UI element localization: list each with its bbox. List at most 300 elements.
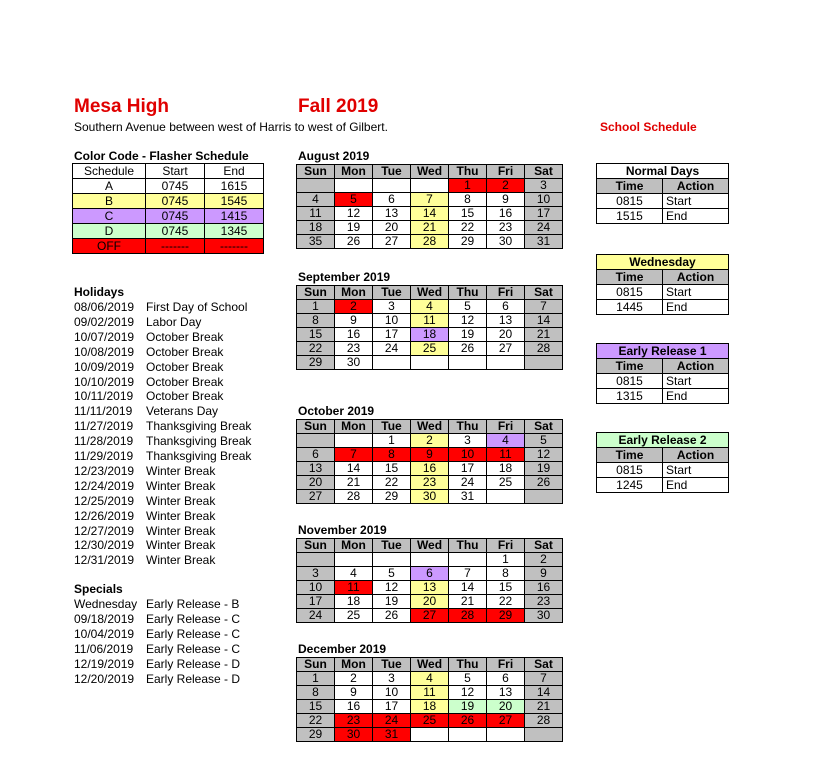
day-cell: 4	[411, 300, 449, 314]
day-header: Sun	[297, 420, 335, 434]
day-cell: 20	[373, 221, 411, 235]
schedule-title: Wednesday	[597, 255, 729, 270]
color-code-schedule: OFF	[73, 239, 146, 254]
color-code-start: 0745	[146, 194, 205, 209]
day-cell	[525, 356, 563, 370]
day-header: Fri	[487, 658, 525, 672]
schedule-header-row	[597, 448, 729, 463]
day-header: Thu	[449, 165, 487, 179]
month-title: October 2019	[298, 404, 375, 418]
item-name: Veterans Day	[146, 404, 219, 419]
day-cell: 11	[297, 207, 335, 221]
schedule-action: End	[663, 478, 729, 493]
day-cell: 16	[487, 207, 525, 221]
day-cell	[487, 728, 525, 742]
day-header: Sat	[525, 658, 563, 672]
day-cell: 25	[335, 609, 373, 623]
day-cell	[335, 553, 373, 567]
day-header: Sun	[297, 539, 335, 553]
day-cell	[373, 553, 411, 567]
schedule-action: End	[663, 389, 729, 404]
list-item	[74, 360, 223, 374]
day-cell	[449, 356, 487, 370]
day-cell: 17	[373, 700, 411, 714]
item-name: Early Release - C	[146, 611, 241, 626]
day-cell	[411, 356, 449, 370]
item-date: 11/28/2019	[74, 434, 134, 449]
day-cell: 3	[525, 179, 563, 193]
day-cell: 21	[525, 328, 563, 342]
day-cell: 3	[373, 300, 411, 314]
item-date: 11/29/2019	[74, 449, 134, 463]
schedule-action: Start	[663, 194, 729, 209]
day-cell: 26	[525, 476, 563, 490]
day-cell: 28	[449, 609, 487, 623]
day-cell: 5	[525, 434, 563, 448]
day-cell: 24	[373, 714, 411, 728]
day-cell: 10	[373, 686, 411, 700]
week-row	[297, 686, 563, 700]
day-cell	[487, 356, 525, 370]
day-cell: 28	[335, 490, 373, 504]
week-row	[297, 448, 563, 462]
day-header: Thu	[449, 286, 487, 300]
color-code-schedule: D	[73, 224, 146, 239]
week-row	[297, 609, 563, 623]
day-cell: 11	[487, 448, 525, 462]
color-code-row	[73, 179, 264, 194]
schedule-row	[597, 285, 729, 300]
item-name: October Break	[146, 389, 224, 404]
day-cell: 3	[297, 567, 335, 581]
day-cell: 3	[449, 434, 487, 448]
schedule-title-row	[597, 344, 729, 359]
day-cell	[373, 356, 411, 370]
day-cell: 23	[335, 714, 373, 728]
day-header: Sat	[525, 165, 563, 179]
item-date: 11/11/2019	[74, 404, 133, 419]
day-cell: 21	[335, 476, 373, 490]
day-cell: 17	[449, 462, 487, 476]
day-cell: 21	[449, 595, 487, 609]
day-cell: 1	[487, 553, 525, 567]
day-cell	[297, 434, 335, 448]
item-date: 12/27/2019	[74, 523, 135, 538]
item-name: Early Release - B	[146, 597, 240, 611]
day-header: Fri	[487, 286, 525, 300]
list-item	[74, 494, 215, 508]
day-cell: 29	[449, 235, 487, 249]
day-cell: 23	[335, 342, 373, 356]
schedule-action: Start	[663, 374, 729, 389]
item-date: 12/31/2019	[74, 553, 135, 568]
schedule-time: 1245	[597, 478, 663, 493]
day-cell: 29	[487, 609, 525, 623]
item-date: 10/08/2019	[74, 344, 135, 359]
schedule-row	[597, 194, 729, 209]
day-cell: 16	[335, 328, 373, 342]
item-name: October Break	[146, 359, 224, 374]
day-header-row	[297, 658, 563, 672]
list-item	[74, 345, 223, 359]
day-cell: 27	[297, 490, 335, 504]
day-cell: 2	[335, 300, 373, 314]
day-cell: 1	[297, 300, 335, 314]
day-cell: 2	[487, 179, 525, 193]
day-cell: 16	[411, 462, 449, 476]
list-item	[74, 464, 215, 478]
school-name: Mesa High	[74, 96, 170, 117]
day-cell	[487, 490, 525, 504]
week-row	[297, 207, 563, 221]
day-cell: 19	[525, 462, 563, 476]
day-cell: 7	[449, 567, 487, 581]
schedule-column-header: Action	[663, 359, 729, 374]
day-cell: 29	[297, 356, 335, 370]
item-name: October Break	[146, 344, 224, 359]
schedule-column-header: Action	[663, 448, 729, 463]
item-name: October Break	[146, 374, 224, 389]
schedule-column-header: Time	[597, 359, 663, 374]
month-calendar	[296, 419, 563, 504]
schedule-action: End	[663, 209, 729, 224]
week-row	[297, 728, 563, 742]
list-item	[74, 553, 215, 567]
list-item	[74, 479, 215, 493]
schedule-column-header: Time	[597, 270, 663, 285]
list-item	[74, 330, 223, 344]
day-cell: 26	[449, 714, 487, 728]
day-cell: 12	[525, 448, 563, 462]
day-header: Wed	[411, 539, 449, 553]
item-name: Thanksgiving Break	[146, 434, 252, 449]
color-code-table	[72, 163, 264, 254]
item-name: Winter Break	[146, 523, 216, 538]
schedule-action: Start	[663, 463, 729, 478]
day-cell: 28	[411, 235, 449, 249]
schedule-title: Normal Days	[597, 164, 729, 179]
item-date: 12/23/2019	[74, 463, 135, 478]
schedule-column-header: Action	[663, 179, 729, 194]
day-cell: 2	[525, 553, 563, 567]
month-title: August 2019	[298, 149, 370, 163]
day-cell: 10	[373, 314, 411, 328]
day-cell: 8	[487, 567, 525, 581]
day-header: Sat	[525, 420, 563, 434]
item-name: October Break	[146, 329, 224, 344]
week-row	[297, 553, 563, 567]
week-row	[297, 490, 563, 504]
schedule-title-row	[597, 255, 729, 270]
day-cell: 20	[411, 595, 449, 609]
item-name: Winter Break	[146, 538, 216, 553]
school-schedule-label: School Schedule	[600, 120, 697, 134]
schedule-time: 0815	[597, 194, 663, 209]
week-row	[297, 328, 563, 342]
day-cell: 4	[335, 567, 373, 581]
item-date: 12/20/2019	[74, 671, 135, 686]
day-cell	[411, 553, 449, 567]
day-cell: 4	[411, 672, 449, 686]
day-cell: 23	[411, 476, 449, 490]
day-cell: 14	[449, 581, 487, 595]
day-cell: 26	[373, 609, 411, 623]
list-item	[74, 642, 240, 656]
day-cell: 35	[297, 235, 335, 249]
day-cell: 10	[449, 448, 487, 462]
item-name: Winter Break	[146, 493, 216, 508]
item-date: Wednesday	[74, 597, 138, 611]
day-cell: 8	[297, 314, 335, 328]
day-header: Fri	[487, 539, 525, 553]
day-header: Mon	[335, 286, 373, 300]
day-cell: 13	[487, 686, 525, 700]
week-row	[297, 300, 563, 314]
day-cell: 18	[297, 221, 335, 235]
schedule-row	[597, 209, 729, 224]
day-cell: 12	[449, 314, 487, 328]
day-header: Wed	[411, 420, 449, 434]
list-item	[74, 434, 251, 448]
day-cell	[411, 728, 449, 742]
item-date: 12/30/2019	[74, 538, 135, 553]
schedule-row	[597, 463, 729, 478]
day-cell: 20	[487, 700, 525, 714]
day-cell: 18	[487, 462, 525, 476]
schedule-action: Start	[663, 285, 729, 300]
day-cell	[525, 728, 563, 742]
schedule-time: 0815	[597, 285, 663, 300]
item-name: Early Release - C	[146, 626, 241, 641]
day-cell	[335, 434, 373, 448]
day-cell: 13	[411, 581, 449, 595]
day-cell: 5	[449, 300, 487, 314]
day-cell: 27	[411, 609, 449, 623]
day-cell: 9	[487, 193, 525, 207]
day-cell: 14	[335, 462, 373, 476]
day-header: Sat	[525, 539, 563, 553]
day-cell: 6	[297, 448, 335, 462]
item-date: 09/02/2019	[74, 314, 135, 329]
week-row	[297, 462, 563, 476]
day-header: Thu	[449, 658, 487, 672]
week-row	[297, 595, 563, 609]
item-date: 08/06/2019	[74, 300, 135, 314]
month-calendar	[296, 538, 563, 623]
schedule-header-row	[597, 270, 729, 285]
day-cell: 18	[335, 595, 373, 609]
day-cell: 23	[525, 595, 563, 609]
day-header: Thu	[449, 539, 487, 553]
day-header-row	[297, 165, 563, 179]
day-header: Sat	[525, 286, 563, 300]
specials-title: Specials	[74, 582, 123, 596]
day-cell: 15	[297, 700, 335, 714]
schedule-table	[596, 343, 729, 404]
day-cell	[373, 179, 411, 193]
day-cell: 19	[449, 700, 487, 714]
day-header: Sun	[297, 165, 335, 179]
item-name: Winter Break	[146, 463, 216, 478]
day-header: Tue	[373, 165, 411, 179]
item-date: 09/18/2019	[74, 611, 135, 626]
day-cell: 17	[373, 328, 411, 342]
color-code-start: -------	[146, 239, 205, 254]
list-item	[74, 419, 251, 433]
schedule-title: Early Release 1	[597, 344, 729, 359]
week-row	[297, 235, 563, 249]
item-name: Early Release - D	[146, 671, 241, 686]
list-item	[74, 672, 240, 686]
item-name: Winter Break	[146, 508, 216, 523]
day-cell: 28	[525, 714, 563, 728]
day-cell: 29	[373, 490, 411, 504]
item-date: 10/07/2019	[74, 329, 135, 344]
color-code-row	[73, 239, 264, 254]
list-item	[74, 627, 240, 641]
week-row	[297, 342, 563, 356]
day-cell: 20	[297, 476, 335, 490]
item-name: First Day of School	[146, 300, 248, 314]
day-cell	[335, 179, 373, 193]
day-cell: 19	[335, 221, 373, 235]
day-cell: 7	[411, 193, 449, 207]
day-cell: 14	[411, 207, 449, 221]
day-cell: 22	[297, 714, 335, 728]
list-item	[74, 389, 223, 403]
day-cell: 5	[449, 672, 487, 686]
day-cell: 30	[335, 356, 373, 370]
item-name: Early Release - D	[146, 656, 241, 671]
list-item	[74, 375, 223, 389]
day-header: Tue	[373, 658, 411, 672]
day-cell: 13	[487, 314, 525, 328]
color-code-title: Color Code - Flasher Schedule	[74, 149, 249, 163]
month-calendar	[296, 164, 563, 249]
day-cell: 15	[373, 462, 411, 476]
item-date: 11/27/2019	[74, 419, 134, 434]
week-row	[297, 567, 563, 581]
holidays-title: Holidays	[74, 285, 125, 299]
day-cell: 16	[525, 581, 563, 595]
color-code-schedule: A	[73, 179, 146, 194]
day-cell: 27	[373, 235, 411, 249]
day-cell	[449, 553, 487, 567]
week-row	[297, 356, 563, 370]
day-header: Mon	[335, 420, 373, 434]
day-cell: 5	[335, 193, 373, 207]
day-cell: 8	[373, 448, 411, 462]
color-code-end: -------	[205, 239, 264, 254]
color-code-start: 0745	[146, 209, 205, 224]
color-code-end: 1615	[205, 179, 264, 194]
color-code-end: 1415	[205, 209, 264, 224]
day-cell: 11	[411, 314, 449, 328]
day-cell: 30	[487, 235, 525, 249]
day-cell	[449, 728, 487, 742]
day-cell: 24	[297, 609, 335, 623]
day-cell: 7	[525, 672, 563, 686]
day-cell: 17	[297, 595, 335, 609]
color-code-row	[73, 209, 264, 224]
color-code-start: 0745	[146, 224, 205, 239]
day-cell: 12	[335, 207, 373, 221]
day-cell: 22	[373, 476, 411, 490]
day-cell: 11	[411, 686, 449, 700]
item-name: Winter Break	[146, 553, 216, 568]
day-cell: 19	[373, 595, 411, 609]
month-title: September 2019	[298, 270, 391, 284]
day-cell: 2	[335, 672, 373, 686]
list-item	[74, 300, 247, 314]
day-header: Fri	[487, 420, 525, 434]
week-row	[297, 434, 563, 448]
day-header-row	[297, 539, 563, 553]
item-name: Winter Break	[146, 478, 216, 493]
day-cell: 15	[297, 328, 335, 342]
day-cell: 22	[297, 342, 335, 356]
day-cell: 4	[297, 193, 335, 207]
schedule-table	[596, 254, 729, 315]
month-calendar	[296, 285, 563, 370]
day-cell: 6	[487, 672, 525, 686]
day-cell: 6	[411, 567, 449, 581]
color-code-start: 0745	[146, 179, 205, 194]
item-name: Thanksgiving Break	[146, 449, 252, 463]
day-cell: 23	[487, 221, 525, 235]
day-header-row	[297, 420, 563, 434]
day-header: Sun	[297, 286, 335, 300]
day-cell: 30	[335, 728, 373, 742]
week-row	[297, 714, 563, 728]
list-item	[74, 404, 218, 418]
list-item	[74, 612, 240, 626]
term-title: Fall 2019	[298, 96, 379, 117]
column-header: Start	[146, 164, 205, 179]
list-item	[74, 509, 215, 523]
color-code-row	[73, 224, 264, 239]
day-header: Mon	[335, 165, 373, 179]
list-item	[74, 449, 251, 463]
day-cell: 10	[525, 193, 563, 207]
item-date: 12/19/2019	[74, 656, 135, 671]
day-cell: 26	[335, 235, 373, 249]
day-cell: 31	[525, 235, 563, 249]
week-row	[297, 179, 563, 193]
schedule-action: End	[663, 300, 729, 315]
list-item	[74, 538, 215, 552]
schedule-title: Early Release 2	[597, 433, 729, 448]
day-cell: 10	[297, 581, 335, 595]
column-header: Schedule	[73, 164, 146, 179]
location-text: Southern Avenue between west of Harris to west of Gilbert.	[74, 120, 388, 134]
day-cell: 9	[525, 567, 563, 581]
schedule-time: 0815	[597, 463, 663, 478]
day-header: Thu	[449, 420, 487, 434]
day-cell: 15	[487, 581, 525, 595]
month-calendar	[296, 657, 563, 742]
day-cell: 26	[449, 342, 487, 356]
color-code-header-row	[73, 164, 264, 179]
schedule-time: 1315	[597, 389, 663, 404]
day-cell: 24	[449, 476, 487, 490]
schedule-time: 1445	[597, 300, 663, 315]
item-name: Thanksgiving Break	[146, 419, 252, 434]
list-item	[74, 524, 215, 538]
day-cell: 12	[373, 581, 411, 595]
day-cell: 1	[297, 672, 335, 686]
week-row	[297, 700, 563, 714]
